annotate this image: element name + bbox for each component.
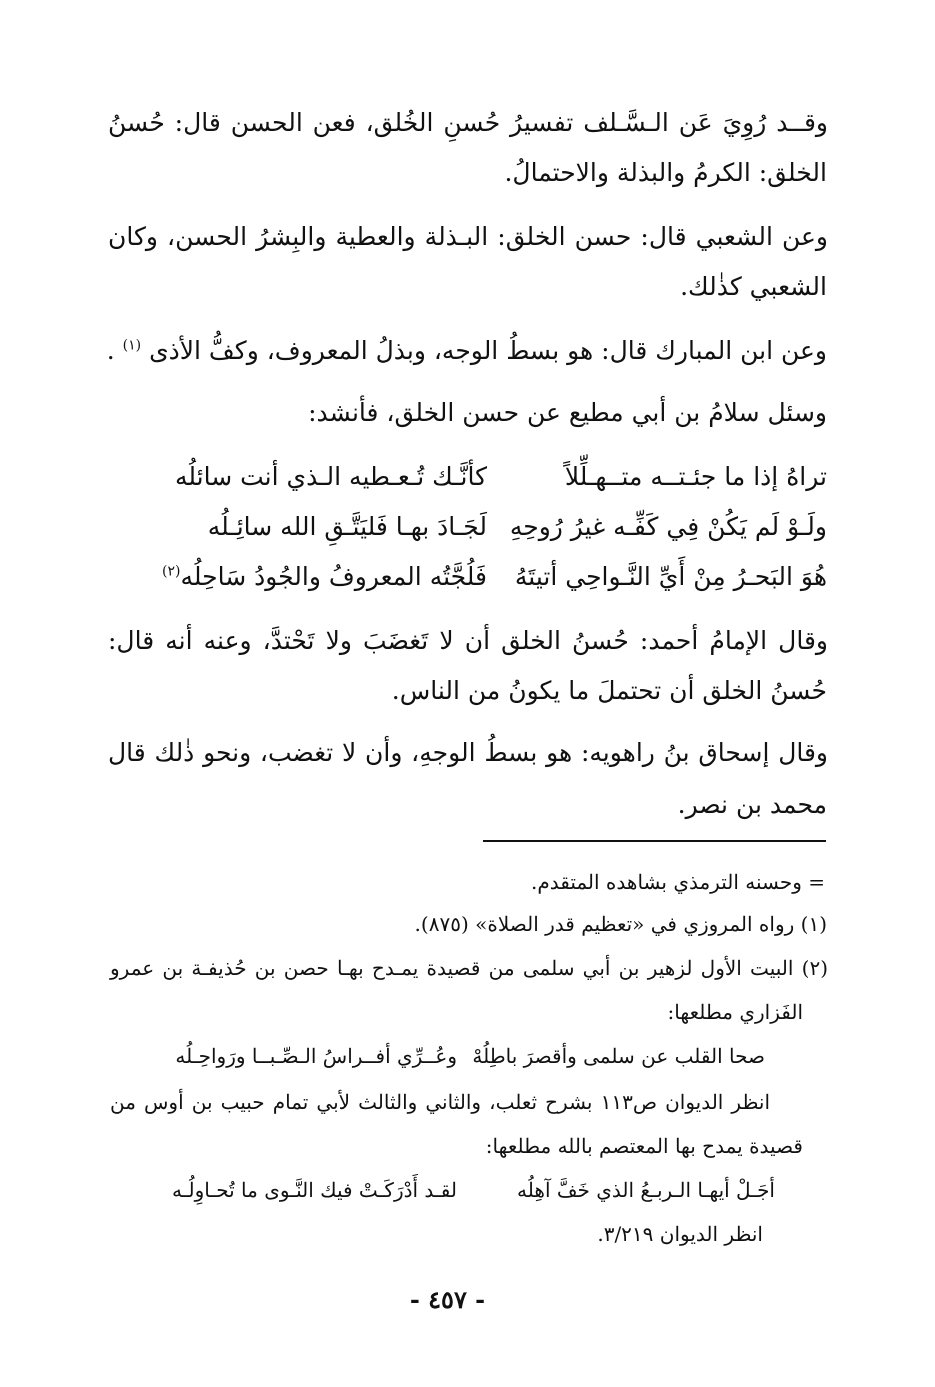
footnote-2-line-5: انظر الديوان ٣/٢١٩.: [597, 1222, 763, 1246]
paragraph-1-line-2: الخلق: الكرمُ والبذلة والاحتمالُ.: [504, 158, 827, 187]
verse-3-right: هُوَ البَحـرُ مِنْ أَيِّ النَّـواحِي أتيتَهُ: [514, 562, 827, 591]
paragraph-5-line-1: وقال الإمامُ أحمد: حُسنُ الخلق أن لا تَغضَبَ ولا تَحْتدَّ، وعنه أنه قال:: [108, 626, 828, 655]
footnote-2-line-2: الفَزاري مطلعها:: [667, 1000, 803, 1024]
verse-1-left: كأنَّـك تُـعـطيه الـذي أنت سائلُه: [174, 462, 487, 491]
paragraph-5-line-2: حُسنُ الخلق أن تحتملَ ما يكونُ من الناس.: [391, 676, 827, 705]
paragraph-1-line-1: وقــد رُوِيَ عَن الـسَّـلف تفسيرُ حُسنِ الخُلق، فعن الحسن قال: حُسنُ: [108, 108, 828, 137]
footnote-continuation: = وحسنه الترمذي بشاهده المتقدم.: [530, 870, 825, 894]
footnote-ref-1: (١): [122, 337, 142, 354]
footnote-ref-2: (٢): [162, 563, 181, 580]
footnote-2-line-4: قصيدة يمدح بها المعتصم بالله مطلعها:: [485, 1134, 803, 1158]
verse-3-left: [162, 562, 487, 591]
paragraph-4: وسئل سلامُ بن أبي مطيع عن حسن الخلق، فأنشد:: [308, 398, 827, 427]
footnote-1: (١) رواه المروزي في «تعظيم قدر الصلاة» (٨٧٥).: [414, 912, 827, 936]
footnote-verse-1-left: وعُــرِّي أفــراسُ الـصِّـبــا ورَواحِـلُه: [175, 1044, 457, 1068]
paragraph-6-line-2: محمد بن نصر.: [677, 790, 827, 819]
verse-3-left-text: فَلُجَّتُه المعروفُ والجُودُ سَاحِلُه: [180, 562, 487, 591]
paragraph-6-line-1: وقال إسحاق بنُ راهويه: هو بسطُ الوجهِ، وأن لا تغضب، ونحو ذٰلك قال: [108, 738, 828, 767]
footnote-separator: [483, 840, 826, 842]
verse-2-left: لَجَـادَ بهـا فَليَتَّـقِ الله سائِـلُه: [207, 512, 487, 541]
paragraph-2-line-1: وعن الشعبي قال: حسن الخلق: البـذلة والعطية والبِشرُ الحسن، وكان: [108, 222, 828, 251]
footnote-verse-2-right: أجَـلْ أيهـا الـربـعُ الذي خَفَّ آهِلُه: [517, 1178, 775, 1202]
page-number: - ٤٥٧ -: [409, 1285, 486, 1314]
footnote-2-line-1: (٢) البيت الأول لزهير بن أبي سلمى من قصيدة يمـدح بهـا حصن بن حُذيفـة بن عمرو: [110, 956, 828, 980]
paragraph-3-end: .: [106, 336, 115, 365]
footnote-verse-1-right: صحا القلب عن سلمى وأقصرَ باطِلُهْ: [472, 1044, 765, 1068]
verse-2-right: ولَـوْ لَم يَكُنْ فِي كَفِّـه غيرُ رُوحِهِ: [509, 512, 827, 541]
paragraph-3: [107, 336, 827, 365]
verse-1-right: تراهُ إذا ما جئـتــه متــهـلِّلاً: [564, 462, 827, 491]
paragraph-3-text: وعن ابن المبارك قال: هو بسطُ الوجه، وبذلُ المعروف، وكفُّ الأذى: [149, 336, 827, 365]
footnote-2-line-3: انظر الديوان ص١١٣ بشرح ثعلب، والثاني والثالث لأبي تمام حبيب بن أوس من: [110, 1090, 770, 1114]
footnote-verse-2-left: لقـد أَدْرَكَـتْ فيك النَّـوى ما تُحـاوِلُـه: [171, 1178, 457, 1202]
paragraph-2-line-2: الشعبي كذٰلك.: [680, 272, 827, 301]
